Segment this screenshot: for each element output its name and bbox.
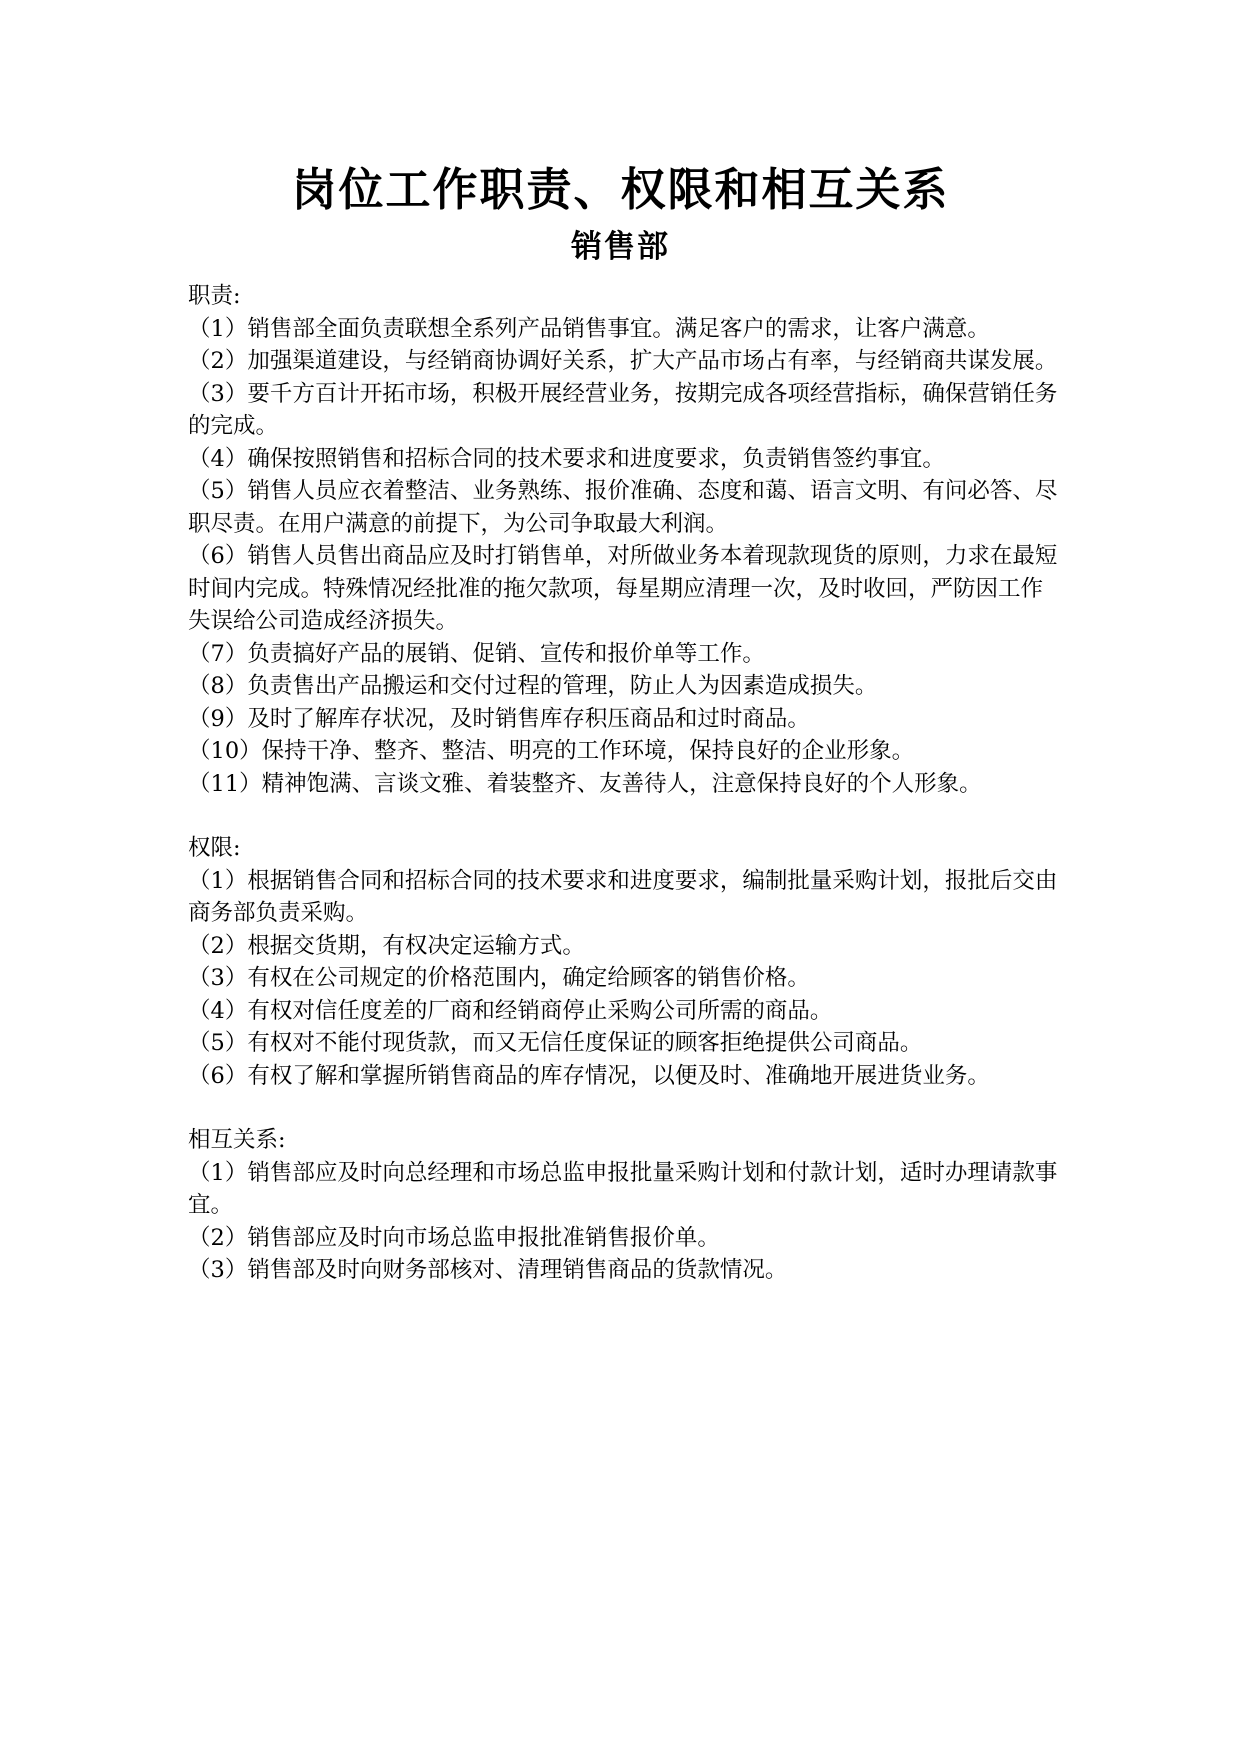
authority-heading: 权限: (188, 835, 241, 861)
duty-item: （11）精神饱满、言谈文雅、着装整齐、友善待人，注意保持良好的个人形象。 (188, 770, 982, 797)
department-name: 销售部 (571, 229, 670, 265)
section-spacer (188, 800, 1058, 832)
relations-heading: 相互关系: (188, 1127, 286, 1153)
authority-item: （5）有权对不能付现货款，而又无信任度保证的顾客拒绝提供公司商品。 (188, 1030, 923, 1056)
duty-item: （3）要千方百计开拓市场，积极开展经营业务，按期完成各项经营指标，确保营销任务的完成。 (188, 380, 1058, 439)
duty-item: （8）负责售出产品搬运和交付过程的管理，防止人为因素造成损失。 (188, 673, 878, 699)
duty-item: （5）销售人员应衣着整洁、业务熟练、报价准确、态度和蔼、语言文明、有问必答、尽职尽责。在用户满意的前提下，为公司争取最大利润。 (188, 478, 1058, 537)
duty-item: （1）销售部全面负责联想全系列产品销售事宜。满足客户的需求，让客户满意。 (188, 315, 990, 342)
document-body (188, 280, 1058, 1287)
duties-section (188, 280, 1058, 800)
duty-item: （4）确保按照销售和招标合同的技术要求和进度要求，负责销售签约事宜。 (188, 445, 945, 472)
duty-item: （10）保持干净、整齐、整洁、明亮的工作环境，保持良好的企业形象。 (188, 738, 915, 764)
duty-item: （6）销售人员售出商品应及时打销售单，对所做业务本着现款现货的原则，力求在最短时间内完成。特殊情况经批准的拖欠款项，每星期应清理一次，及时收回，严防因工作失误给公司造成经济损失。 (188, 543, 1058, 634)
relations-section (188, 1124, 1058, 1287)
duty-item: （9）及时了解库存状况，及时销售库存积压商品和过时商品。 (188, 705, 810, 732)
relation-item: （1）销售部应及时向总经理和市场总监申报批量采购计划和付款计划，适时办理请款事宜。 (188, 1159, 1058, 1218)
authority-section (188, 832, 1058, 1092)
authority-item: （4）有权对信任度差的厂商和经销商停止采购公司所需的商品。 (188, 997, 833, 1024)
relation-item: （2）销售部应及时向市场总监申报批准销售报价单。 (188, 1224, 720, 1251)
authority-item: （6）有权了解和掌握所销售商品的库存情况，以便及时、准确地开展进货业务。 (188, 1062, 990, 1089)
section-spacer (188, 1092, 1058, 1124)
authority-item: （1）根据销售合同和招标合同的技术要求和进度要求，编制批量采购计划，报批后交由商务部负责采购。 (188, 867, 1058, 926)
document-title: 岗位工作职责、权限和相互关系 (291, 163, 950, 216)
authority-item: （3）有权在公司规定的价格范围内，确定给顾客的销售价格。 (188, 965, 810, 991)
relation-item: （3）销售部及时向财务部核对、清理销售商品的货款情况。 (188, 1257, 788, 1283)
duty-item: （7）负责搞好产品的展销、促销、宣传和报价单等工作。 (188, 640, 765, 667)
duty-item: （2）加强渠道建设，与经销商协调好关系，扩大产品市场占有率，与经销商共谋发展。 (188, 348, 1058, 374)
duties-heading: 职责: (188, 283, 241, 309)
authority-item: （2）根据交货期，有权决定运输方式。 (188, 932, 585, 959)
